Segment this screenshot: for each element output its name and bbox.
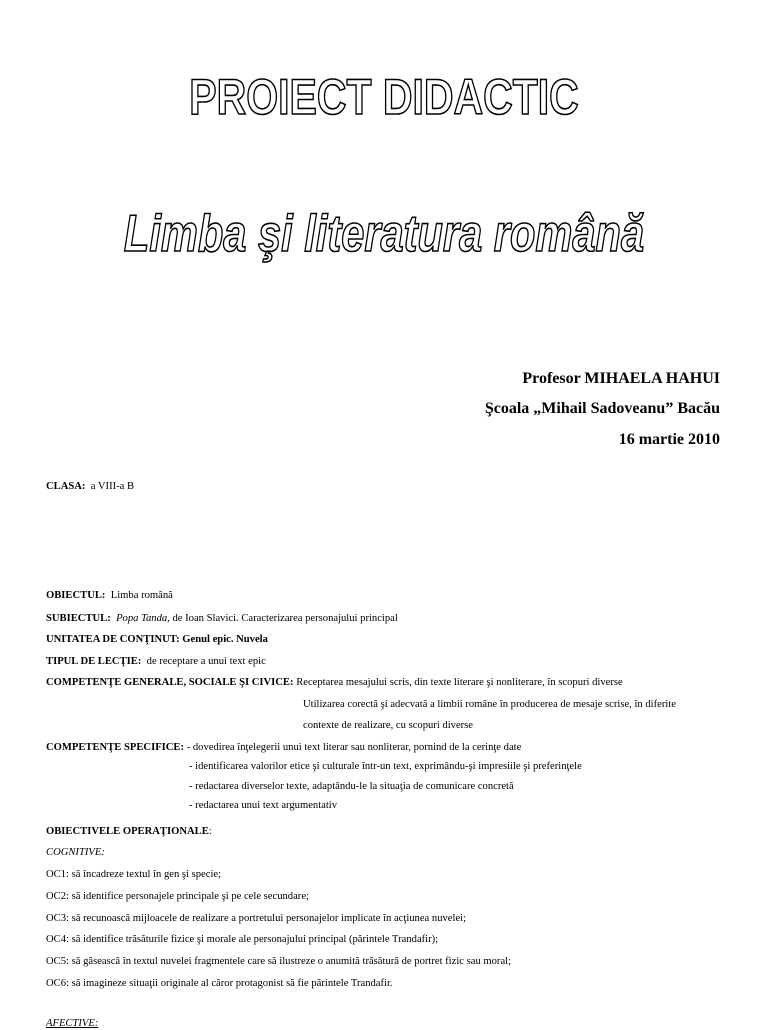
objective-item: OC4: să identifice trăsăturile fizice şi morale ale personajului principal (părintele Trandafir); xyxy=(46,934,439,945)
clasa-line xyxy=(46,480,134,493)
competente-specifice-item: - redactarea unui text argumentativ xyxy=(189,800,338,811)
author-name: Profesor MIHAELA HAHUI xyxy=(522,370,720,387)
document-subtitle: Limba şi literatura română xyxy=(123,205,645,263)
tipul-line xyxy=(46,655,266,668)
competente-specifice-label: COMPETENŢE SPECIFICE: xyxy=(46,742,185,753)
afective-label: AFECTIVE: xyxy=(46,1018,99,1029)
competente-specifice-item: - dovedirea înţelegerii unui text literar sau nonliterar, pornind de la cerinţe date xyxy=(186,742,522,753)
competente-generale-item: Receptarea mesajului scris, din texte literare şi nonliterare, în scopuri diverse xyxy=(296,677,623,688)
competente-specifice-line xyxy=(46,741,521,754)
competente-specifice-item: - identificarea valorilor etice şi culturale într-un text, exprimându-şi impresiile şi preferinţele xyxy=(189,761,582,772)
clasa-label: CLASA: xyxy=(46,481,86,492)
subiectul-line xyxy=(46,612,398,625)
obiective-colon: : xyxy=(208,826,212,837)
clasa-value: a VIII-a B xyxy=(90,481,135,492)
unitatea-value: Genul epic. Nuvela xyxy=(182,634,268,645)
subiectul-label: SUBIECTUL: xyxy=(46,613,111,624)
school-name: Şcoala „Mihail Sadoveanu” Bacău xyxy=(484,400,720,417)
competente-generale-line xyxy=(46,676,623,689)
subiectul-work: Popa Tanda xyxy=(116,613,168,624)
obiective-heading xyxy=(46,825,212,838)
unitatea-label: UNITATEA DE CONŢINUT: xyxy=(46,634,180,645)
competente-generale-item: Utilizarea corectă şi adecvată a limbii române în producerea de mesaje scrise, în diferite xyxy=(303,699,676,710)
objective-item: OC2: să identifice personajele principale şi pe cele secundare; xyxy=(46,891,309,902)
cognitive-label: COGNITIVE: xyxy=(46,847,105,858)
competente-generale-item: contexte de realizare, cu scopuri diverse xyxy=(303,720,474,731)
document-date: 16 martie 2010 xyxy=(618,431,720,448)
unitatea-line xyxy=(46,633,268,646)
objective-item: OC6: să imagineze situaţii originale al căror protagonist să fie părintele Trandafir. xyxy=(46,978,393,989)
competente-specifice-item: - redactarea diverselor texte, adaptându-le la situaţia de comunicare concretă xyxy=(189,781,514,792)
obiectul-value: Limba română xyxy=(110,590,173,601)
competente-generale-label: COMPETENŢE GENERALE, SOCIALE ŞI CIVICE: xyxy=(46,677,294,688)
tipul-value: de receptare a unui text epic xyxy=(146,656,266,667)
subiectul-rest: , de Ioan Slavici. Caracterizarea personajului principal xyxy=(167,613,398,624)
obiectul-line xyxy=(46,589,173,602)
objective-item: OC3: să recunoască mijloacele de realizare a portretului personajelor implicate în acţiunea nuvelei; xyxy=(46,913,467,924)
obiective-label: OBIECTIVELE OPERAŢIONALE xyxy=(46,826,209,837)
objective-item: OC5: să găsească în textul nuvelei fragmentele care să ilustreze o anumită trăsătură de portret fizic sau moral; xyxy=(46,956,512,967)
tipul-label: TIPUL DE LECŢIE: xyxy=(46,656,142,667)
obiectul-label: OBIECTUL: xyxy=(46,590,106,601)
document-title: PROIECT DIDACTIC xyxy=(189,69,579,125)
objective-item: OC1: să încadreze textul în gen şi specie; xyxy=(46,869,222,880)
